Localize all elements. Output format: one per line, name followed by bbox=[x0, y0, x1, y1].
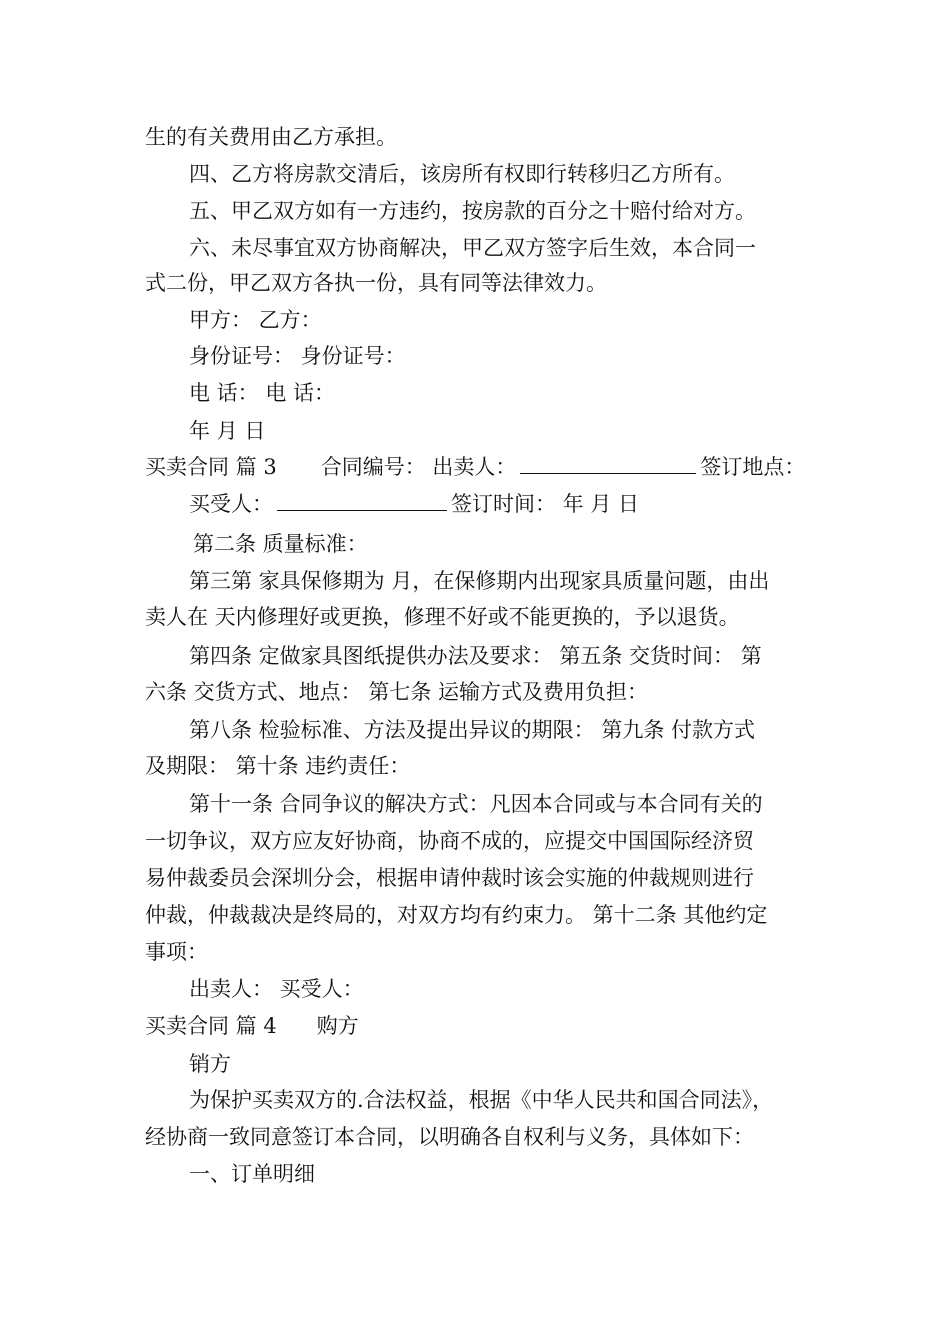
text-line: 一切争议，双方应友好协商，协商不成的，应提交中国国际经济贸 bbox=[145, 829, 754, 853]
buyer-line bbox=[189, 491, 639, 517]
vendor-label: 销方 bbox=[189, 1052, 231, 1076]
text-line: 式二份，甲乙双方各执一份，具有同等法律效力。 bbox=[145, 271, 607, 295]
seller-buyer-signature: 出卖人： 买受人： bbox=[189, 977, 364, 1001]
signing-time-label: 签订时间： 年 月 日 bbox=[451, 492, 640, 516]
contract-4-header bbox=[145, 1013, 359, 1039]
section-title: 买卖合同 篇 4 bbox=[145, 1014, 277, 1038]
preamble: 为保护买卖双方的.合法权益，根据《中华人民共和国合同法》， bbox=[189, 1088, 774, 1112]
purchaser-label: 购方 bbox=[316, 1014, 359, 1038]
blank-underline bbox=[277, 492, 447, 511]
date-line: 年 月 日 bbox=[189, 419, 266, 443]
article-eight: 第八条 检验标准、方法及提出异议的期限： 第九条 付款方式 bbox=[189, 718, 756, 742]
text-line: 及期限： 第十条 违约责任： bbox=[145, 754, 411, 778]
text-line: 仲裁，仲裁裁决是终局的，对双方均有约束力。 第十二条 其他约定 bbox=[145, 903, 768, 927]
id-number-line: 身份证号： 身份证号： bbox=[189, 344, 406, 368]
article-three: 第三第 家具保修期为 月，在保修期内出现家具质量问题，由出 bbox=[189, 569, 770, 593]
clause-six: 六、未尽事宜双方协商解决，甲乙双方签字后生效，本合同一 bbox=[189, 236, 756, 260]
article-eleven: 第十一条 合同争议的解决方式：凡因本合同或与本合同有关的 bbox=[189, 792, 763, 816]
section-title: 买卖合同 篇 3 bbox=[145, 455, 277, 479]
buyer-label: 买受人： bbox=[189, 492, 273, 516]
text-line: 事项： bbox=[145, 940, 208, 964]
text-line: 生的有关费用由乙方承担。 bbox=[145, 125, 397, 149]
blank-underline bbox=[520, 455, 696, 474]
clause-five: 五、甲乙双方如有一方违约，按房款的百分之十赔付给对方。 bbox=[189, 199, 756, 223]
order-details-heading: 一、订单明细 bbox=[189, 1162, 315, 1186]
text-line: 六条 交货方式、地点： 第七条 运输方式及费用负担： bbox=[145, 680, 649, 704]
article-two: 第二条 质量标准： bbox=[193, 532, 368, 556]
clause-four: 四、乙方将房款交清后，该房所有权即行转移归乙方所有。 bbox=[189, 162, 735, 186]
contract-3-header bbox=[145, 454, 805, 480]
signing-place-label: 签订地点： bbox=[700, 455, 806, 479]
contract-number-label: 合同编号： 出卖人： bbox=[320, 455, 517, 479]
article-four: 第四条 定做家具图纸提供办法及要求： 第五条 交货时间： 第 bbox=[189, 644, 762, 668]
text-line: 易仲裁委员会深圳分会，根据申请仲裁时该会实施的仲裁规则进行 bbox=[145, 866, 754, 890]
phone-line: 电 话： 电 话： bbox=[189, 381, 336, 405]
party-signature-line: 甲方： 乙方： bbox=[189, 308, 322, 332]
text-line: 经协商一致同意签订本合同，以明确各自权利与义务，具体如下： bbox=[145, 1125, 754, 1149]
text-line: 卖人在 天内修理好或更换，修理不好或不能更换的，予以退货。 bbox=[145, 605, 740, 629]
